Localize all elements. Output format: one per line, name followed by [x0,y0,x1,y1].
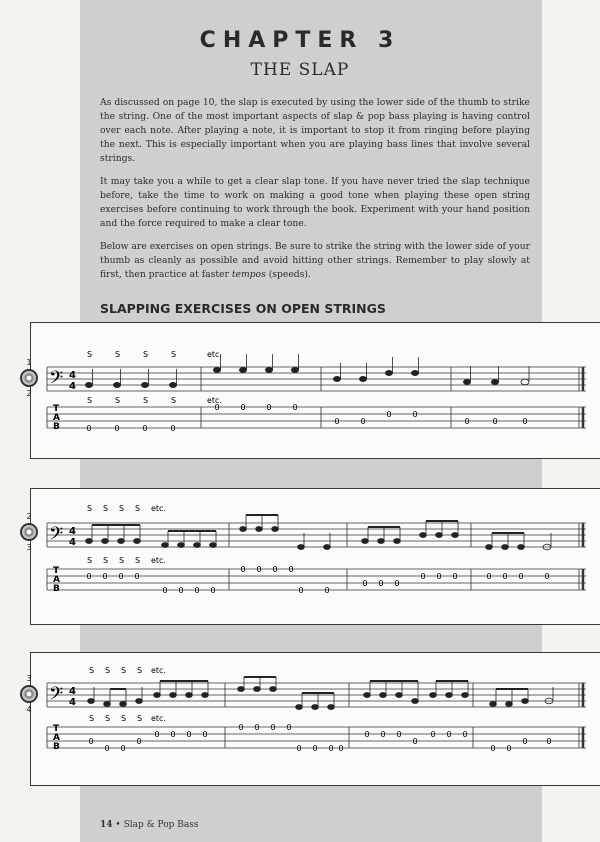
slap-mark: S [87,350,93,359]
slap-marks [87,504,166,513]
chapter-number: CHAPTER 3 [199,28,401,53]
tab-letter: T [53,566,60,576]
footer-separator: • [115,820,121,830]
slap-etc: etc. [151,504,166,513]
tab-number: 0 [464,417,470,426]
time-sig-top: 4 [69,526,76,537]
tab-number: 0 [312,744,318,753]
tab-numbers [86,403,527,433]
tab-slap-mark: S [105,714,111,723]
tab-number: 0 [102,572,108,581]
tab-slap-etc: etc. [207,396,222,405]
tab-clef [53,566,60,594]
tab-slap-mark: S [137,714,143,723]
tab-number: 0 [86,424,92,433]
cd-icon [20,369,38,387]
tab-number: 0 [104,744,110,753]
chapter-title: THE SLAP [250,60,350,80]
notes [88,677,553,710]
tab-slap-etc: etc. [151,556,166,565]
notes [86,515,551,550]
exercise-number: 1 [26,358,32,367]
tab-number: 0 [286,723,292,732]
tab-number: 0 [162,586,168,595]
tab-numbers [88,723,551,753]
tab-number: 0 [214,403,220,412]
tab-slap-marks [87,396,222,405]
slap-marks [89,666,166,675]
cd-track-number: 2 [26,389,32,398]
staff-lines [47,367,586,391]
time-sig-top: 4 [69,686,76,697]
tab-number: 0 [296,744,302,753]
tab-clef [53,404,60,432]
tab-number: 0 [256,565,262,574]
section-heading: SLAPPING EXERCISES ON OPEN STRINGS [100,301,386,316]
bass-clef-icon: 𝄢 [49,524,64,549]
tab-number: 0 [240,403,246,412]
paragraph-3-italic: tempos [231,269,266,280]
cd-track-number: 3 [26,543,32,552]
tab-number: 0 [338,744,344,753]
slap-mark: S [121,666,127,675]
tab-number: 0 [254,723,260,732]
bass-clef-icon: 𝄢 [49,684,64,709]
tab-number: 0 [386,410,392,419]
tab-number: 0 [178,586,184,595]
tab-slap-etc: etc. [151,714,166,723]
tab-number: 0 [362,579,368,588]
tab-slap-mark: S [89,714,95,723]
tab-number: 0 [86,572,92,581]
tab-number: 0 [240,565,246,574]
tab-letter: T [53,404,60,414]
tab-number: 0 [486,572,492,581]
tab-number: 0 [88,737,94,746]
exercise-number: 3 [26,674,32,683]
tab-slap-mark: S [121,714,127,723]
tab-number: 0 [202,730,208,739]
tab-slap-mark: S [135,556,141,565]
tab-number: 0 [118,572,124,581]
slap-mark: S [115,350,121,359]
tab-number: 0 [120,744,126,753]
slap-mark: S [105,666,111,675]
slap-mark: S [135,504,141,513]
tab-slap-mark: S [87,556,93,565]
paragraph-3 [100,240,530,282]
music-system-2 [30,488,600,625]
tab-number: 0 [522,417,528,426]
tab-number: 0 [518,572,524,581]
tab-letter: T [53,724,60,734]
tab-number: 0 [546,737,552,746]
tab-number: 0 [360,417,366,426]
tab-letter: A [53,733,60,743]
tab-number: 0 [490,744,496,753]
cd-track-marker-3 [20,674,38,714]
tab-slap-mark: S [119,556,125,565]
tab-number: 0 [328,744,334,753]
tab-number: 0 [134,572,140,581]
tab-number: 0 [506,744,512,753]
tab-number: 0 [288,565,294,574]
music-system-3 [30,652,600,786]
tab-letter: B [53,742,60,752]
tab-number: 0 [378,579,384,588]
bass-clef-icon: 𝄢 [49,368,64,393]
slap-mark: S [137,666,143,675]
tab-number: 0 [170,424,176,433]
tab-number: 0 [412,410,418,419]
page-number: 14 [100,820,113,830]
time-sig-bottom: 4 [69,697,76,708]
slap-etc: etc. [207,350,222,359]
tab-numbers [86,565,549,595]
tab-number: 0 [364,730,370,739]
tab-slap-marks [89,714,166,723]
tab-slap-mark: S [103,556,109,565]
tab-number: 0 [170,730,176,739]
paragraph-3-end: (speeds). [265,269,311,280]
tab-number: 0 [210,586,216,595]
page-footer [100,820,198,830]
tab-staff-lines [47,407,586,428]
tab-number: 0 [452,572,458,581]
tab-number: 0 [186,730,192,739]
cd-track-marker-2 [20,512,38,552]
music-system-1 [30,322,600,459]
tab-number: 0 [194,586,200,595]
tab-number: 0 [154,730,160,739]
paragraph-3-text: Below are exercises on open strings. Be sure to strike the string with the lower side of your thumb as cleanly as possible and avoid hitting other strings. Remember to play slowly at first, then practice at faster [100,241,530,280]
tab-slap-marks [87,556,166,565]
tab-number: 0 [142,424,148,433]
tab-number: 0 [502,572,508,581]
slap-marks [87,350,222,359]
tab-number: 0 [544,572,550,581]
tab-number: 0 [298,586,304,595]
tab-slap-mark: S [171,396,177,405]
tab-number: 0 [436,572,442,581]
tab-number: 0 [238,723,244,732]
slap-mark: S [87,504,93,513]
tab-number: 0 [270,723,276,732]
tab-slap-mark: S [143,396,149,405]
staff-lines [47,523,586,547]
tab-slap-mark: S [87,396,93,405]
slap-mark: S [103,504,109,513]
tab-number: 0 [462,730,468,739]
tab-number: 0 [136,737,142,746]
time-sig-bottom: 4 [69,381,76,392]
tab-number: 0 [324,586,330,595]
tab-number: 0 [522,737,528,746]
tab-number: 0 [420,572,426,581]
slap-mark: S [171,350,177,359]
book-title: Slap & Pop Bass [123,820,199,830]
notation-staff-3 [31,653,600,785]
tab-letter: A [53,575,60,585]
cd-track-number: 4 [26,705,32,714]
slap-etc: etc. [151,666,166,675]
time-sig-bottom: 4 [69,537,76,548]
notes [85,354,529,388]
tab-letter: B [53,584,60,594]
tab-letter: A [53,413,60,423]
tab-number: 0 [394,579,400,588]
staff-lines [47,683,586,707]
tab-number: 0 [114,424,120,433]
tab-number: 0 [266,403,272,412]
tab-number: 0 [396,730,402,739]
notation-staff-2 [31,489,600,624]
tab-number: 0 [446,730,452,739]
cd-icon [20,685,38,703]
tab-number: 0 [430,730,436,739]
tab-number: 0 [492,417,498,426]
slap-mark: S [143,350,149,359]
tab-number: 0 [380,730,386,739]
intro-text [100,96,530,291]
tab-slap-mark: S [115,396,121,405]
tab-number: 0 [412,737,418,746]
tab-letter: B [53,422,60,432]
slap-mark: S [89,666,95,675]
slap-mark: S [119,504,125,513]
cd-icon [20,523,38,541]
tab-number: 0 [292,403,298,412]
tab-bar-lines [47,407,583,428]
time-sig-top: 4 [69,370,76,381]
notation-staff-1 [31,323,600,458]
paragraph-1: As discussed on page 10, the slap is executed by using the lower side of the thumb to strike the string. One of the most important aspects of slap & pop bass playing is having control over each note. After playing a note, it is important to stop it from ringing before playing the next. This is especially important when you are playing bass lines that involve several strings. [100,97,530,164]
tab-number: 0 [272,565,278,574]
tab-number: 0 [334,417,340,426]
exercise-number: 2 [26,512,32,521]
cd-track-marker-1 [20,358,38,398]
paragraph-2: It may take you a while to get a clear slap tone. If you have never tried the slap technique before, take the time to work on making a good tone when playing these open string exercises before continuing to work through the book. Experiment with your hand position and the force required to make a clear tone. [100,176,530,229]
tab-clef [53,724,60,752]
